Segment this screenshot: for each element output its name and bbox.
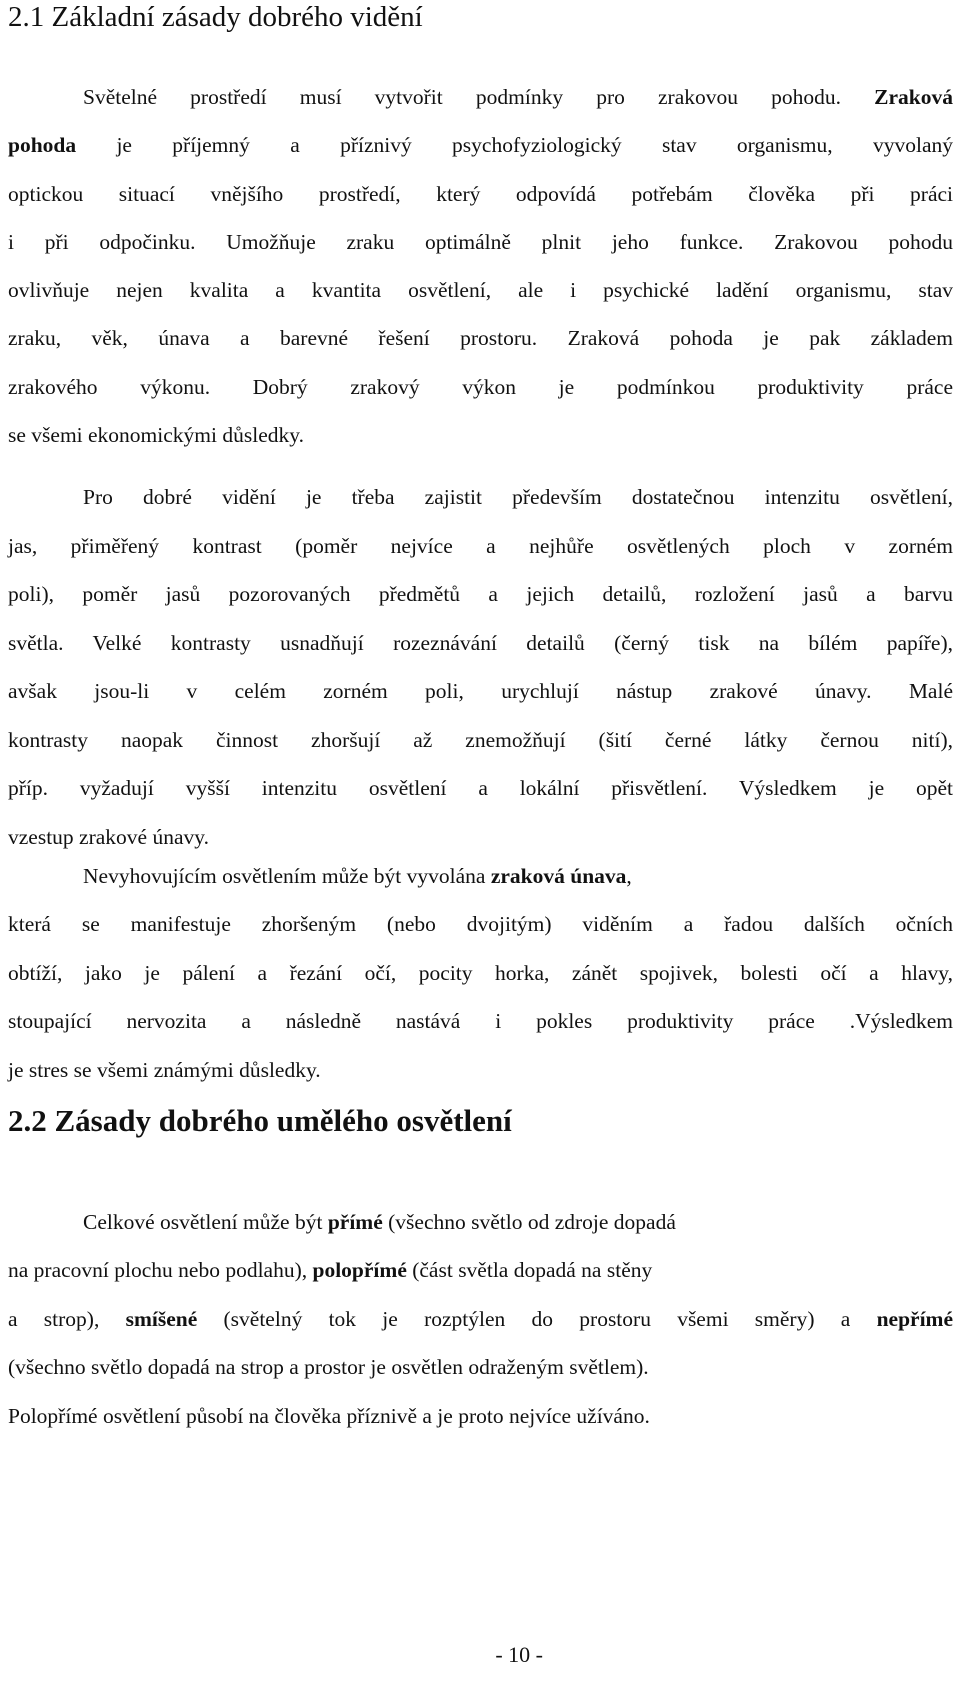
text-line: kontrasty naopak činnost zhoršují až znemožňují (šití černé látky černou nití), <box>8 727 953 752</box>
text-line: stoupající nervozita a následně nastává i pokles produktivity práce .Výsledkem <box>8 1009 953 1034</box>
text-run: Nevyhovujícím osvětlením může být vyvolána <box>83 864 491 888</box>
text-line: zraku, věk, únava a barevné řešení prostoru. Zraková pohoda je pak základem <box>8 326 953 351</box>
text-run: (světelný tok je rozptýlen do prostoru všemi směry) a <box>197 1306 877 1331</box>
text-line <box>8 73 953 121</box>
text-line <box>8 1198 953 1246</box>
bold-term: přímé <box>327 1210 383 1234</box>
section-heading-2-2: 2.2 Zásady dobrého umělého osvětlení <box>8 1103 512 1138</box>
bold-term: nepřímé <box>876 1306 953 1331</box>
text-run: na pracovní plochu nebo podlahu), <box>8 1258 313 1283</box>
text-line: světla. Velké kontrasty usnadňují rozeznávání detailů (černý tisk na bílém papíře), <box>8 630 953 655</box>
text-line: i při odpočinku. Umožňuje zraku optimálně plnit jeho funkce. Zrakovou pohodu <box>8 229 953 254</box>
text-line: optickou situací vnějšího prostředí, který odpovídá potřebám člověka při práci <box>8 181 953 206</box>
text-line: (všechno světlo dopadá na strop a prostor je osvětlen odraženým světlem). <box>8 1355 649 1380</box>
page-number-text: - 10 - <box>495 1642 543 1667</box>
text-run: Světelné prostředí musí vytvořit podmínky pro zrakovou pohodu. <box>83 85 875 109</box>
text-line: jas, přiměřený kontrast (poměr nejvíce a nejhůře osvětlených ploch v zorném <box>8 533 953 558</box>
bold-term: zraková únava <box>490 864 627 888</box>
text-run: Celkové osvětlení může být <box>83 1210 328 1234</box>
bold-term: smíšené <box>125 1306 198 1331</box>
text-run: (všechno světlo od zdroje dopadá <box>382 1210 676 1234</box>
text-line: avšak jsou-li v celém zorném poli, urychlují nástup zrakové únavy. Malé <box>8 679 953 703</box>
text-run: a strop), <box>8 1306 126 1331</box>
section-heading-2-1: 2.1 Základní zásady dobrého vidění <box>8 1 423 33</box>
text-line <box>8 121 953 169</box>
text-run: , <box>626 864 632 888</box>
text-line: zrakového výkonu. Dobrý zrakový výkon je podmínkou produktivity práce <box>8 374 953 399</box>
text-line <box>8 1246 953 1294</box>
text-line: která se manifestuje zhoršeným (nebo dvojitým) viděním a řadou dalších očních <box>8 912 953 937</box>
paragraph-zrakova-unava <box>8 852 953 1094</box>
paragraph-dobre-videni <box>8 473 953 861</box>
text-line: je stres se všemi známými důsledky. <box>8 1057 321 1082</box>
text-line: ovlivňuje nejen kvalita a kvantita osvětlení, ale i psychické ladění organismu, stav <box>8 278 953 303</box>
paragraph-celkove-osvetleni <box>8 1198 953 1440</box>
text-line <box>8 1295 953 1343</box>
text-line: poli), poměr jasů pozorovaných předmětů a jejich detailů, rozložení jasů a barvu <box>8 582 953 606</box>
text-line: Polopřímé osvětlení působí na člověka příznivě a je proto nejvíce užíváno. <box>8 1403 650 1428</box>
text-line: obtíží, jako je pálení a řezání očí, pocity horka, zánět spojivek, bolesti očí a hlavy, <box>8 960 953 985</box>
text-run: je příjemný a příznivý psychofyziologický stav organismu, vyvolaný <box>76 133 953 158</box>
text-run: (část světla dopadá na stěny <box>406 1258 653 1283</box>
bold-term: pohoda <box>8 133 77 158</box>
text-line: Pro dobré vidění je třeba zajistit především dostatečnou intenzitu osvětlení, <box>83 485 953 509</box>
paragraph-zrakova-pohoda <box>8 73 953 459</box>
text-line <box>8 852 953 900</box>
text-line: příp. vyžadují vyšší intenzitu osvětlení a lokální přisvětlení. Výsledkem je opět <box>8 776 953 800</box>
text-line: se všemi ekonomickými důsledky. <box>8 423 304 448</box>
page-number <box>8 1640 953 1670</box>
text-line: vzestup zrakové únavy. <box>8 824 209 849</box>
bold-term: polopřímé <box>312 1258 407 1283</box>
bold-term: Zraková <box>874 85 953 109</box>
